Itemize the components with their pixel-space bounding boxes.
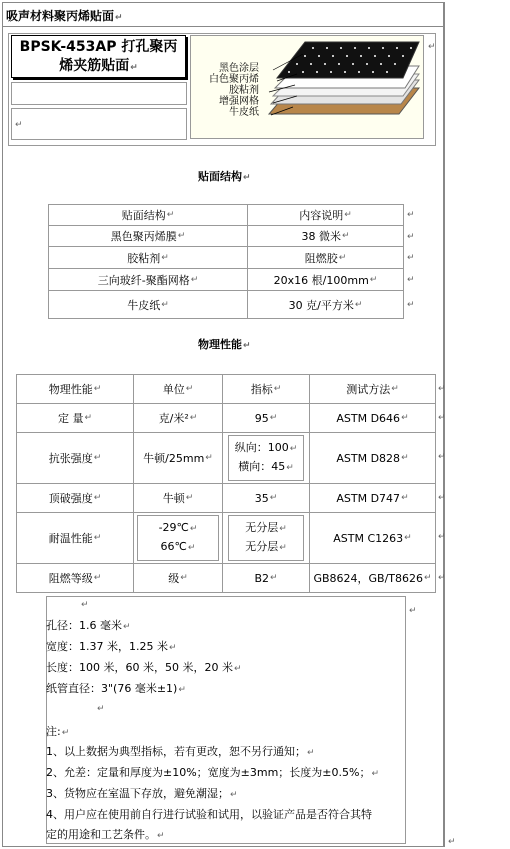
physical-row2-value: [222, 432, 310, 484]
spec-line-4: 纸管直径：3"(76 毫米±1)↵: [46, 682, 186, 695]
physical-header-col1: 物理性能 ↵: [16, 374, 134, 404]
physical-row4-method: ASTM C1263 ↵: [309, 512, 436, 564]
physical-row1-name: 定 量 ↵: [16, 403, 134, 433]
structure-row1-col1: 黑色聚丙烯膜 ↵: [48, 225, 248, 247]
physical-row1-method: ASTM D646 ↵: [309, 403, 436, 433]
physical-row1-value: 95 ↵: [222, 403, 310, 433]
note-line-4: 4、用户应在使用前自行进行试验和试用，以验证产品是否符合其特: [46, 808, 372, 821]
physical-row3-unit: 牛顿 ↵: [133, 483, 223, 513]
note-line-3: 3、货物应在室温下存放，避免潮湿；↵: [46, 787, 238, 800]
note-line-5: 定的用途和工艺条件。↵: [46, 828, 165, 841]
physical-row2-name: 抗张强度 ↵: [16, 432, 134, 484]
structure-row2-col2: 阻燃胶 ↵: [247, 246, 404, 269]
layer-label-3: 胶粘剂: [229, 85, 259, 96]
page-title: 吸声材料聚丙烯贴面↵: [6, 9, 123, 23]
note-line-1: 1、以上数据为典型指标，若有更改，恕不另行通知；↵: [46, 745, 315, 758]
layer-label-2: 白色聚丙烯: [209, 74, 259, 85]
product-model-line1: BPSK-453AP 打孔聚丙: [19, 39, 178, 55]
physical-header-col4: 测试方法 ↵: [309, 374, 436, 404]
spec-line-2: 宽度：1.37 米，1.25 米↵: [46, 640, 177, 653]
layer-label-5: 牛皮纸: [229, 107, 259, 118]
physical-row5-unit: 级 ↵: [133, 563, 223, 593]
structure-row4-col1: 牛皮纸 ↵: [48, 290, 248, 319]
physical-row4-unit-inner: -29℃↵ 66℃↵: [137, 515, 219, 561]
layer-label-1: 黑色涂层: [219, 63, 259, 74]
structure-row1-col2: 38 微米 ↵: [247, 225, 404, 247]
physical-row5-method: GB8624，GB/T8626 ↵: [309, 563, 436, 593]
layer-diagram: [190, 35, 424, 139]
physical-row2-unit: 牛顿/25mm ↵: [133, 432, 223, 484]
right-column-divider: [444, 2, 445, 847]
physical-row5-value: B2 ↵: [222, 563, 310, 593]
physical-row2-method: ASTM D828 ↵: [309, 432, 436, 484]
physical-row3-name: 顶破强度 ↵: [16, 483, 134, 513]
structure-row4-col2: 30 克/平方米 ↵: [247, 290, 404, 319]
spec-line-1: 孔径：1.6 毫米↵: [46, 619, 131, 632]
physical-row4-value: [222, 512, 310, 564]
physical-header-col3: 指标 ↵: [222, 374, 310, 404]
physical-row4-value-inner: 无分层↵ 无分层↵: [228, 515, 304, 561]
physical-row2-value-inner: 纵向：100↵ 横向：45↵: [228, 435, 304, 481]
layer-label-4: 增强网格: [219, 96, 259, 107]
structure-row3-col2: 20x16 根/100mm ↵: [247, 268, 404, 291]
note-line-2: 2、允差：定量和厚度为±10%；宽度为±3mm；长度为±0.5%；↵: [46, 766, 380, 779]
product-empty-box-2: ↵: [11, 108, 187, 140]
physical-heading: 物理性能↵: [198, 338, 251, 351]
spec-line-3: 长度：100 米，60 米，50 米，20 米↵: [46, 661, 242, 674]
physical-row3-value: 35 ↵: [222, 483, 310, 513]
physical-row5-name: 阻燃等级 ↵: [16, 563, 134, 593]
header-divider: [2, 26, 444, 27]
structure-header-col2: 内容说明 ↵: [247, 204, 404, 226]
product-empty-box-1: [11, 82, 187, 105]
physical-row1-unit: 克/米² ↵: [133, 403, 223, 433]
product-model-line2: 烯夹筋贴面↵: [59, 58, 138, 74]
notes-title: 注:↵: [46, 725, 70, 738]
physical-row4-unit: [133, 512, 223, 564]
structure-row3-col1: 三向玻纤-聚酯网格 ↵: [48, 268, 248, 291]
structure-header-col1: 贴面结构 ↵: [48, 204, 248, 226]
physical-row3-method: ASTM D747 ↵: [309, 483, 436, 513]
physical-row4-name: 耐温性能 ↵: [16, 512, 134, 564]
layer-diagram-svg: [191, 36, 425, 140]
structure-heading: 贴面结构↵: [198, 170, 251, 183]
structure-row2-col1: 胶粘剂 ↵: [48, 246, 248, 269]
product-model-box: [11, 35, 186, 78]
physical-header-col2: 单位 ↵: [133, 374, 223, 404]
